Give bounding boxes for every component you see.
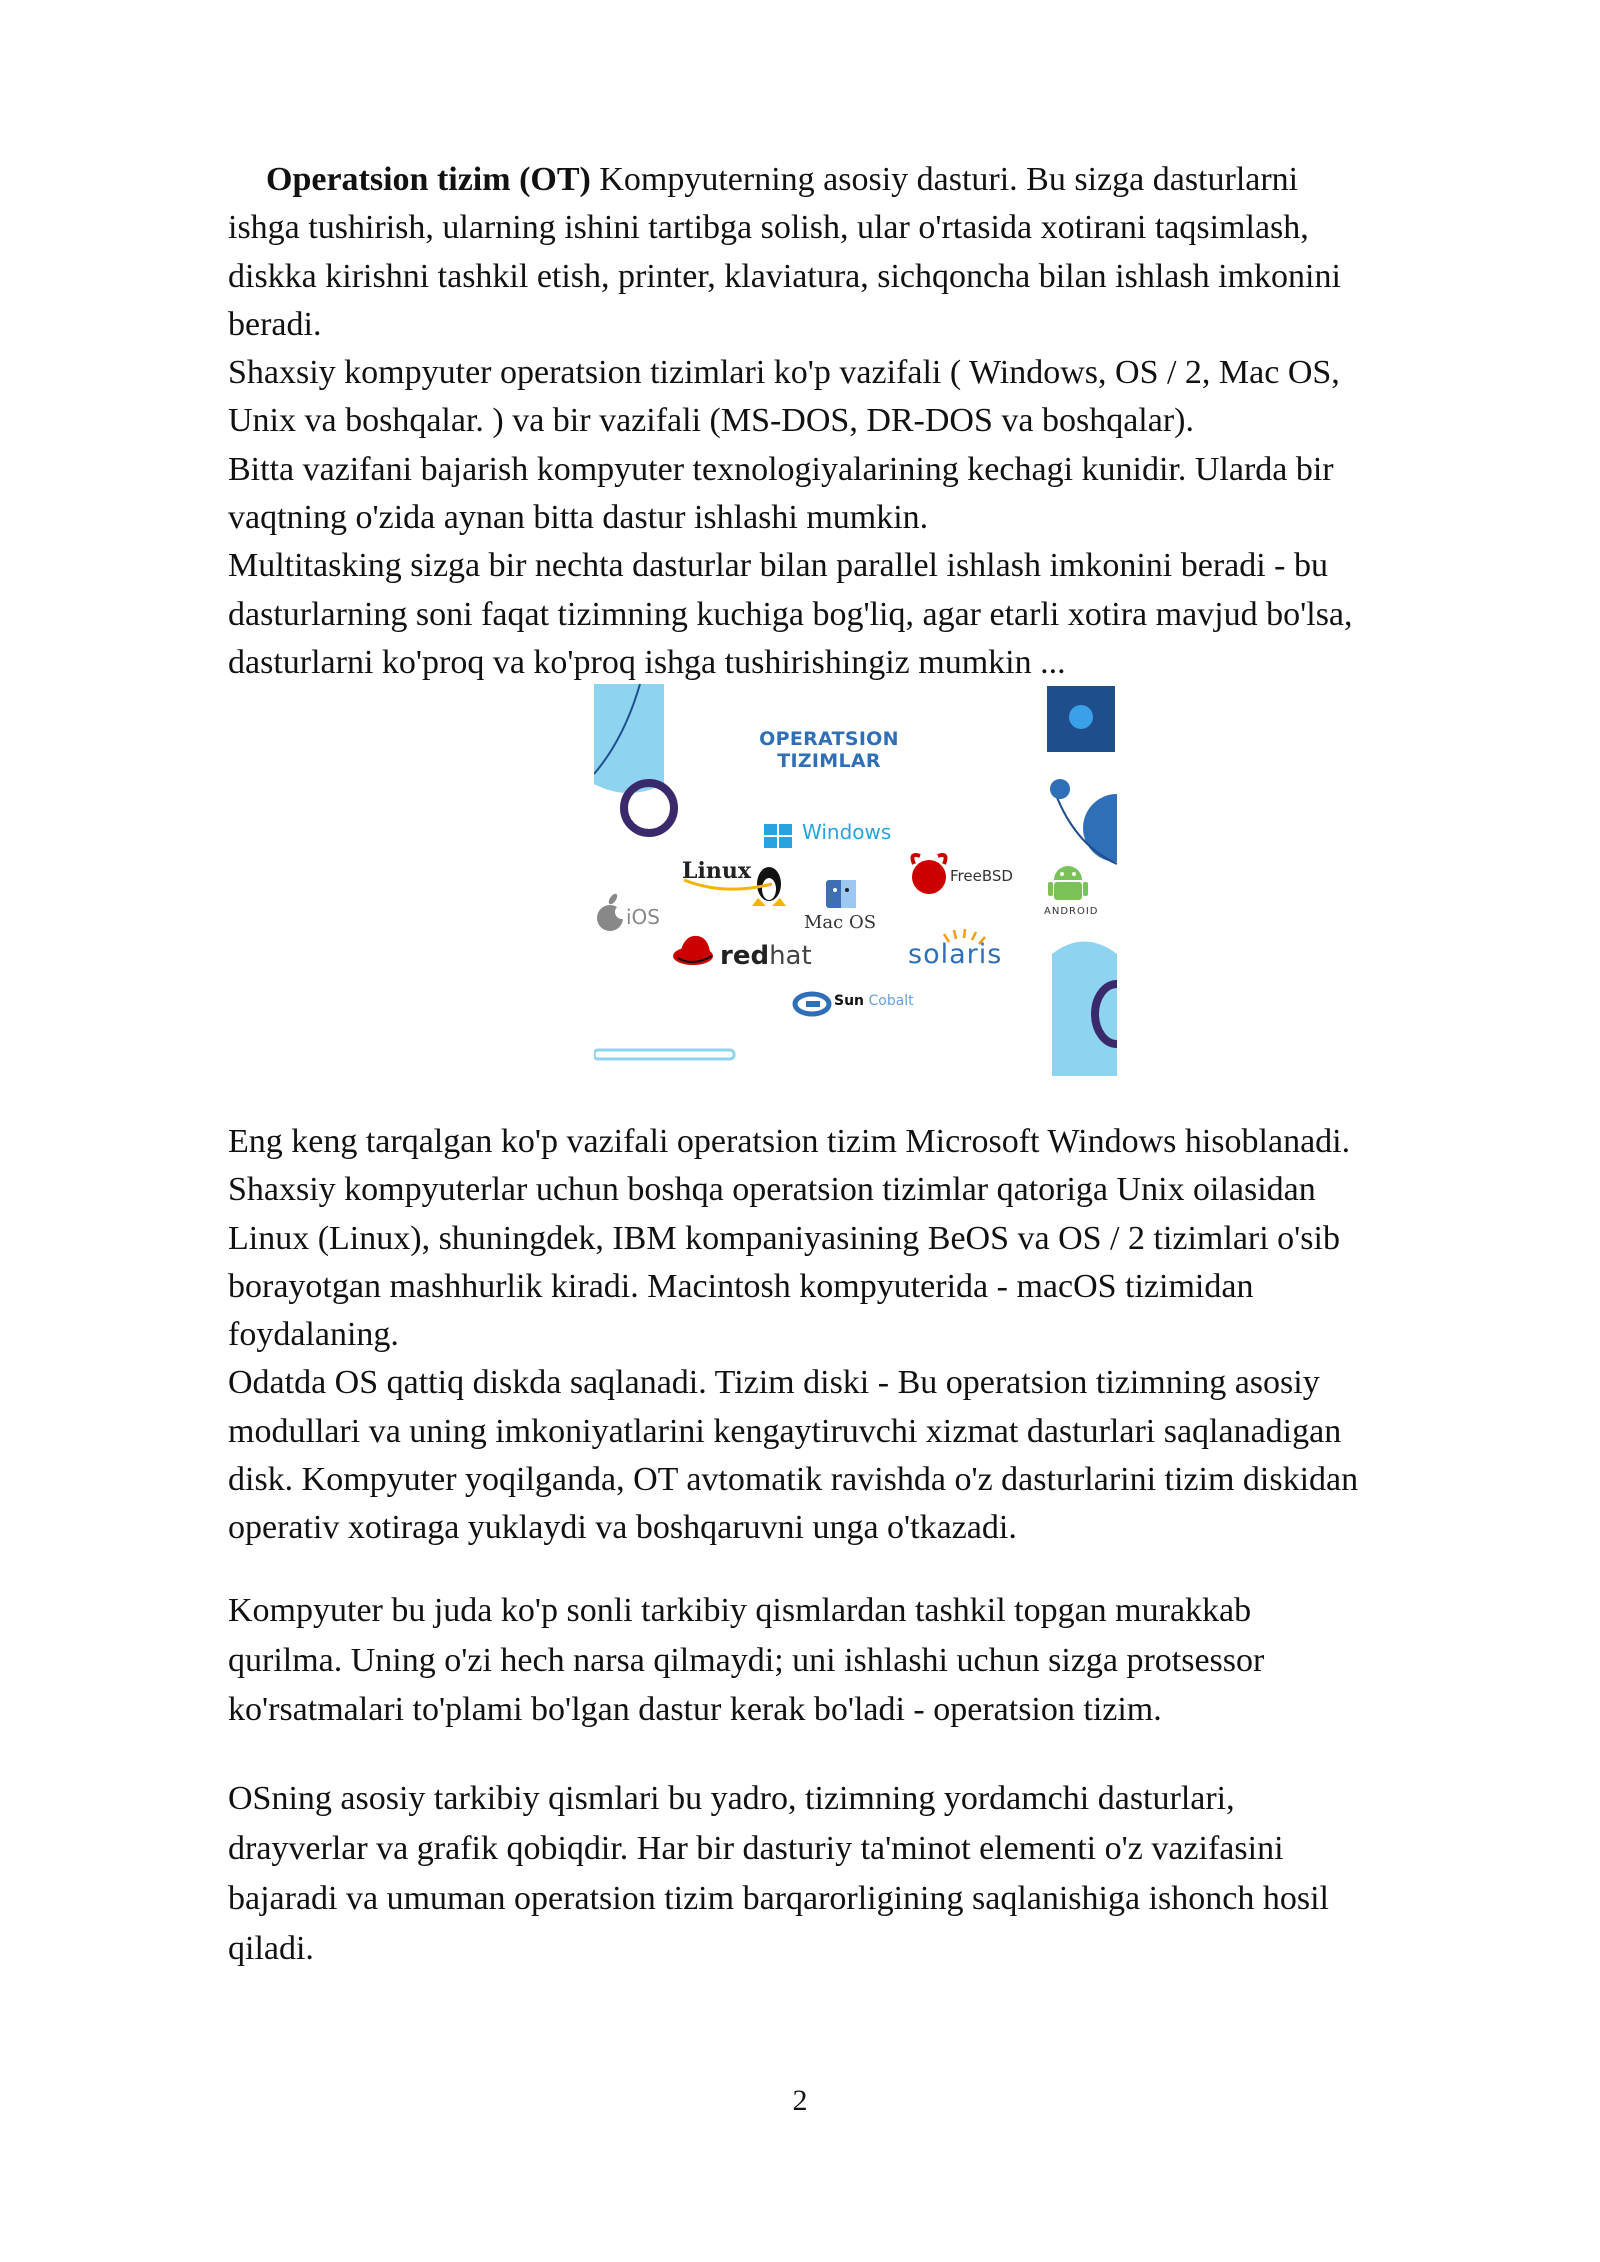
paragraph-popular-systems (228, 1118, 1488, 1553)
paragraph-line: Linux (Linux), shuningdek, IBM kompaniyasining BeOS va OS / 2 tizimlari o'sib (228, 1219, 1340, 1257)
redhat-label-light: hat (769, 941, 812, 971)
paragraph-line: disk. Kompyuter yoqilganda, OT avtomatik ravishda o'z dasturlarini tizim diskidan (228, 1461, 1359, 1499)
ios-label: iOS (626, 905, 660, 929)
operating-systems-illustration (594, 684, 1117, 1076)
paragraph-operating-system-definition (228, 156, 1488, 687)
solaris-label: solaris (908, 939, 1003, 970)
decor-blue-arch-icon (1052, 942, 1117, 1077)
paragraph-line: ko'rsatmalari to'plami bo'lgan dastur kerak bo'ladi - operatsion tizim. (228, 1691, 1162, 1728)
paragraph-line: beradi. (228, 305, 322, 343)
paragraph-computer-device (228, 1586, 1488, 1735)
sun-cobalt-icon (795, 994, 829, 1014)
apple-icon (597, 892, 629, 931)
bold-term: Operatsion tizim (OT) (266, 161, 591, 198)
line-text: Kompyuterning asosiy dasturi. Bu sizga dasturlarni (590, 161, 1299, 198)
paragraph-line: dasturlarni ko'proq va ko'proq ishga tushirishingiz mumkin ... (228, 643, 1066, 681)
decor-half-circle-icon (1083, 794, 1117, 862)
paragraph-line: foydalaning. (228, 1316, 399, 1354)
windows-label: Windows (802, 820, 892, 844)
windows-icon (764, 824, 792, 848)
paragraph-line: bajaradi va umuman operatsion tizim barqarorligining saqlanishiga ishonch hosil (228, 1880, 1329, 1917)
paragraph-line: Odatda OS qattiq diskda saqlanadi. Tizim diski - Bu operatsion tizimning asosiy (228, 1364, 1320, 1402)
redhat-icon (673, 936, 713, 965)
decor-small-dot-icon (1050, 779, 1070, 799)
decor-ring-icon (624, 783, 674, 833)
paragraph-line: ishga tushirish, ularning ishini tartibga solish, ular o'rtasida xotirani taqsimlash, (228, 209, 1309, 247)
paragraph-line: OSning asosiy tarkibiy qismlari bu yadro, tizimning yordamchi dasturlari, (228, 1780, 1235, 1817)
paragraph-line: qiladi. (228, 1930, 314, 1967)
paragraph-line: modullari va uning imkoniyatlarini kengaytiruvchi xizmat dasturlari saqlanadigan (228, 1412, 1342, 1450)
paragraph-line: Shaxsiy kompyuter operatsion tizimlari ko'p vazifali ( Windows, OS / 2, Mac OS, (228, 354, 1340, 392)
android-label: ANDROID (1044, 906, 1099, 917)
paragraph-line: Bitta vazifani bajarish kompyuter texnologiyalarining kechagi kunidir. Ularda bir (228, 450, 1334, 488)
sun-label-bold: Sun (834, 993, 865, 1009)
freebsd-label: FreeBSD (950, 867, 1013, 885)
illustration-title: OPERATSION TIZIMLAR (759, 728, 899, 772)
paragraph-line: Multitasking sizga bir nechta dasturlar bilan parallel ishlash imkonini beradi - bu (228, 547, 1329, 585)
redhat-label (720, 941, 812, 971)
paragraph-line: qurilma. Uning o'zi hech narsa qilmaydi; uni ishlashi uchun sizga protsessor (228, 1641, 1265, 1679)
redhat-label-bold: red (720, 941, 770, 971)
paragraph-line: dasturlarning soni faqat tizimning kuchiga bog'liq, agar etarli xotira mavjud bo'lsa, (228, 595, 1353, 633)
decor-bar-icon (594, 1050, 734, 1059)
linux-label: Linux (682, 858, 751, 884)
decor-blue-block-icon (594, 684, 664, 793)
paragraph-line: borayotgan mashhurlik kiradi. Macintosh kompyuterida - macOS tizimidan (228, 1267, 1254, 1305)
paragraph-os-components (228, 1774, 1488, 1974)
macos-label: Mac OS (804, 912, 877, 933)
paragraph-line: operativ xotiraga yuklaydi va boshqaruvni unga o'tkazadi. (228, 1509, 1017, 1547)
paragraph-line: Eng keng tarqalgan ko'p vazifali operatsion tizim Microsoft Windows hisoblanadi. (228, 1123, 1351, 1160)
paragraph-line: Kompyuter bu juda ko'p sonli tarkibiy qismlardan tashkil topgan murakkab (228, 1592, 1252, 1629)
paragraph-line: diskka kirishni tashkil etish, printer, klaviatura, sichqoncha bilan ishlash imkonini (228, 257, 1341, 295)
sun-cobalt-label (834, 993, 914, 1009)
freebsd-icon (912, 855, 946, 894)
android-icon (1048, 866, 1088, 900)
sun-label-light: Cobalt (868, 993, 914, 1009)
decor-dot-icon (1069, 705, 1093, 729)
paragraph-line: drayverlar va grafik qobiqdir. Har bir dasturiy ta'minot elementi o'z vazifasini (228, 1830, 1284, 1867)
paragraph-line: vaqtning o'zida aynan bitta dastur ishlashi mumkin. (228, 499, 929, 537)
macos-finder-icon (826, 880, 856, 908)
paragraph-line: Shaxsiy kompyuterlar uchun boshqa operatsion tizimlar qatoriga Unix oilasidan (228, 1171, 1316, 1209)
paragraph-line (228, 156, 1488, 204)
paragraph-line: Unix va boshqalar. ) va bir vazifali (MS-DOS, DR-DOS va boshqalar). (228, 402, 1194, 440)
page-number: 2 (792, 2084, 808, 2117)
